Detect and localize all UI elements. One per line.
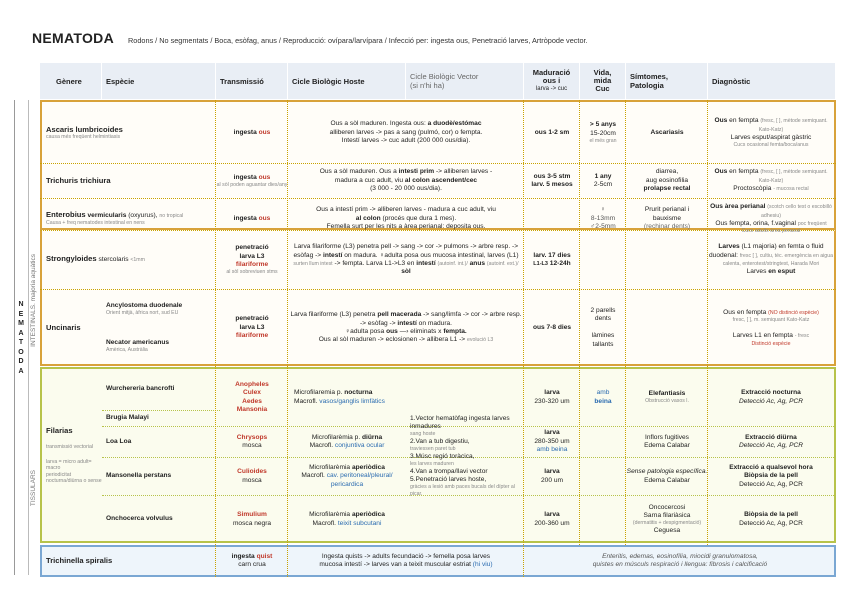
header-cicle-hoste: Cicle Biològic Hoste <box>288 63 406 99</box>
filarias-maduracio: larva 230-320 um <box>534 389 570 405</box>
header-maduracio: Maduració ous i larva -> cuc <box>524 63 580 99</box>
header-simptomes: Símtomes, Patologia <box>626 63 708 99</box>
loaloa-cicle: Microfilarèmia p. diürna Macrofl. conjuntiva ocular <box>309 433 385 449</box>
column-divider <box>625 100 626 545</box>
wurchereria-species: Wurchereria bancrofti <box>106 384 175 392</box>
column-divider <box>579 100 580 545</box>
nematoda-vertical-label: N E M A T O D A <box>18 301 24 375</box>
trichinella-genus: Trichinella spiralis <box>46 555 113 565</box>
ascaris-diagnostic: Ous en fempta (fresc, [ ], mètode semiquant. Kato-Katz) Larves esput/aspirat gàstric Cucs ocasional femta/boca/anus <box>714 117 828 149</box>
filarias-genus: Filarias transmissió vectorial larva = micro adult= macro periodicitat nocturna/diürna o sense <box>46 426 102 485</box>
column-divider <box>215 100 216 577</box>
onchocerca-cicle: Microfilarèmia aperiòdica Macrofl. teixit subcutani <box>309 511 385 527</box>
filarias-vida: amb beina <box>594 389 612 405</box>
loaloa-species: Loa Loa <box>106 437 132 445</box>
loaloa-simptomes: Inflors fugitives Edema Calabar <box>644 433 690 449</box>
mansonella-diagnostic: Extracció a qualsevol hora Biòpsia de la pell Detecció Ac, Ag, PCR <box>729 463 813 488</box>
enterobius-vida: ♀ 8-13mm ♂2-5mm <box>590 206 616 231</box>
trichuris-transmission: ingesta ous al sòl poden aguantar dies/any <box>216 173 288 188</box>
enterobius-genus: Enterobius vermicularis (oxyurus), no tropical Causa + freq nematodes intestinal en nens <box>46 210 184 227</box>
filarias-transmission: Anopheles Culex Aedes Mansonia <box>235 380 269 413</box>
ascaris-simptomes: Ascariasis <box>650 128 684 136</box>
filarias-cicle: Microfilaremia p. nocturna Macrofl. vasos/ganglis limfàtics <box>294 389 385 405</box>
ancylostoma-species: Ancylostoma duodenale Orient mitjà, àfrica nort, sud EU <box>106 301 183 316</box>
header-vida: Vida, mida Cuc <box>580 63 626 99</box>
mansonella-species: Mansonella perstans <box>106 472 172 480</box>
trichuris-vida: 1 any 2-5cm <box>593 172 613 188</box>
enterobius-transmission: ingesta ous <box>233 214 271 222</box>
onchocerca-species: Onchocerca volvulus <box>106 515 173 523</box>
ascaris-maduracio: ous 1-2 sm <box>534 128 570 136</box>
uncinaris-vida: 2 parells dents làmines tallants <box>590 306 616 348</box>
enterobius-cicle: Ous a intestí prim -> alliberen larves - madura a cuc adult, viu al colon (procés que dura 1 mes). Femella surt per les nits a àrea perianal: deposita ous. <box>316 206 496 231</box>
header-diagnostic: Diagnòstic <box>708 63 836 99</box>
left-divider <box>14 100 15 575</box>
trichuris-maduracio: ous 3-5 stm larv. 5 mesos <box>531 172 573 188</box>
onchocerca-simptomes: Oncocercosi Sarna filariàsica (dermatitis + despigmentació) Ceguesa <box>632 503 702 534</box>
trichuris-cicle: Ous a sòl maduren. Ous a intesti prim -> alliberen larves - madura a cuc adult, viu al colon ascendent/cec (3 000 - 20 000 ous/dia). <box>319 168 493 193</box>
strongyloides-diagnostic: Larves (L1 majoria) en femta o fluid duodenal: fresc [ ], cultiu, téc. emergència en aigua calenta, enterotest/stringtest, Harada Mori Larves en esput <box>709 243 833 276</box>
ascaris-transmission: ingesta ous <box>233 128 271 136</box>
intestinals-label: INTESTINALS. majoria aquàtics <box>30 254 37 347</box>
loaloa-diagnostic: Extracció diürna Detecció Ac, Ag, PCR <box>738 433 803 449</box>
trichinella-cicle: Ingesta quists -> adults fecundació -> femella posa larves mucosa intestí -> larves van a teixit muscular estriat (hi viu) <box>319 552 493 568</box>
trichinella-simptomes: Enteritis, edemas, eosinofília, miocidi granulomatosa, quistes en músculs respiració i llengua: fibrosis i calcificació <box>592 552 768 568</box>
page-subtitle: Rodons / No segmentats / Boca, esòfag, anus / Reproducció: ovípara/larvípara / Infecció per: ingesta ous, Penetració larves, Artròpode vector. <box>128 36 588 45</box>
strongyloides-cicle: Larva filariforme (L3) penetra pell -> sang -> cor -> pulmons -> arbre resp. -> esòfag -> intestí on madura. ♀adulta posa ous mucosa intestinal, larves (L1) surten llum intest -> fempta. Larva L1->L3 en intestí (autoinf. int.)/ anus (autoinf. ext.)/ sòl <box>293 243 519 276</box>
brugia-species: Brugia Malayi <box>106 414 149 422</box>
mansonella-simptomes: Sense patologia específica. Edema Calabar <box>626 468 708 484</box>
filarias-simptomes: Elefantiasis Obstrucció vasos l. <box>645 390 689 405</box>
strongyloides-genus: Strongyloides stercolaris <1mm <box>46 254 145 264</box>
trichuris-genus: Trichuris trichiura <box>46 175 111 185</box>
loaloa-transmission: Chrysops mosca <box>236 433 268 449</box>
column-divider <box>707 100 708 545</box>
onchocerca-diagnostic: Biòpsia de la pell Detecció Ac, Ag, PCR <box>739 511 803 527</box>
uncinaris-transmission: penetració larva L3 filariforme <box>235 315 269 340</box>
uncinaris-cicle: Larva filariforme (L3) penetra pell macerada -> sang/limfa -> cor -> arbre resp. -> esòfag -> intestí on madura. ♀adulta posa ous —› eliminats x fempta. Ous al sòl maduren -> eclosionen -> allibera L1 -> evolució L3 <box>290 311 522 344</box>
strongyloides-transmission: penetració larva L3 filariforme al sòl sobreviuen stms <box>226 244 278 276</box>
trichinella-transmission: ingesta quist carn crua <box>231 552 273 568</box>
tissulars-label: TISSULARS <box>30 470 37 507</box>
header-transmissio: Transmissió <box>216 63 288 99</box>
ascaris-vida: > 5 anys 15-20cm el més gran <box>589 121 617 145</box>
page-title: NEMATODA <box>32 30 114 46</box>
left-divider-inner <box>28 100 29 575</box>
uncinaris-diagnostic: Ous en fempta (NO distinció espècie) fresc, [ ], m. semiquant Kato-Katz Larves L1 en fempta - fresc Distinció espècie <box>723 308 819 347</box>
enterobius-simptomes: Prurit perianal i bauxisme (rechinar dents) <box>643 206 691 231</box>
filarias-diagnostic: Extracció nocturna Detecció Ac, Ag, PCR <box>738 389 803 405</box>
trichuris-simptomes: diarrea, aug eosinofilia prolapse rectal <box>643 168 691 193</box>
header-especie: Espècie <box>102 63 216 99</box>
filarias-vector-cicle: 1.Vector hematòfag ingesta larves inmadures sang hoste 2.Van a tub digestiu, traviessen paret tub 3.Músc regió toràcica, les larves maduren 4.Van a trompa/llavi vector 5.Penetració larves hoste, gràcies a lesió amb paces bucals del dípter al picar. <box>410 414 515 497</box>
loaloa-maduracio: larva 280-350 um amb beina <box>534 429 570 454</box>
uncinaris-genus: Uncinaris <box>46 322 81 332</box>
column-divider <box>523 100 524 577</box>
enterobius-diagnostic: Ous àrea perianal (scotch cello test o escobilló adhesiu) Ous fempta, orina, f.vaginal poc freqüent Cucs adults àrea perianal <box>710 203 832 235</box>
header-genere: Gènere <box>40 63 102 99</box>
ascaris-cicle: Ous a sòl maduren. Ingesta ous: a duodè/estómac alliberen larves -> pas a sang (pulmó, cor) o fempta. Intestí larves -> cuc adult (200 000 ous/dia). <box>329 120 483 145</box>
mansonella-transmission: Culioides mosca <box>237 468 267 484</box>
onchocerca-transmission: Simulium mosca negra <box>232 511 272 527</box>
ascaris-genus: Ascaris lumbricoides causa més freqüent helmintiasis <box>46 124 123 140</box>
trichuris-diagnostic: Ous en fempta (fresc, [ ], mètode semiquant. Kato-Katz) Proctoscòpia - mucosa rectal <box>714 168 828 193</box>
uncinaris-maduracio: ous 7-8 dies <box>532 323 572 331</box>
mansonella-cicle: Microfilarèmia aperiòdica Macrofl. cav. peritoneal/pleural/ pericardica <box>301 463 393 488</box>
onchocerca-maduracio: larva 200-360 um <box>534 511 570 527</box>
column-divider <box>287 100 288 577</box>
strongyloides-maduracio: larv. 17 dies L1-L3 12-24h <box>533 251 571 267</box>
mansonella-maduracio: larva 200 um <box>541 468 563 484</box>
header-cicle-vector: Cicle Biològic Vector (si n'hi ha) <box>406 63 524 99</box>
necator-species: Necator americanus Amèrica, Austràlia <box>106 338 170 353</box>
